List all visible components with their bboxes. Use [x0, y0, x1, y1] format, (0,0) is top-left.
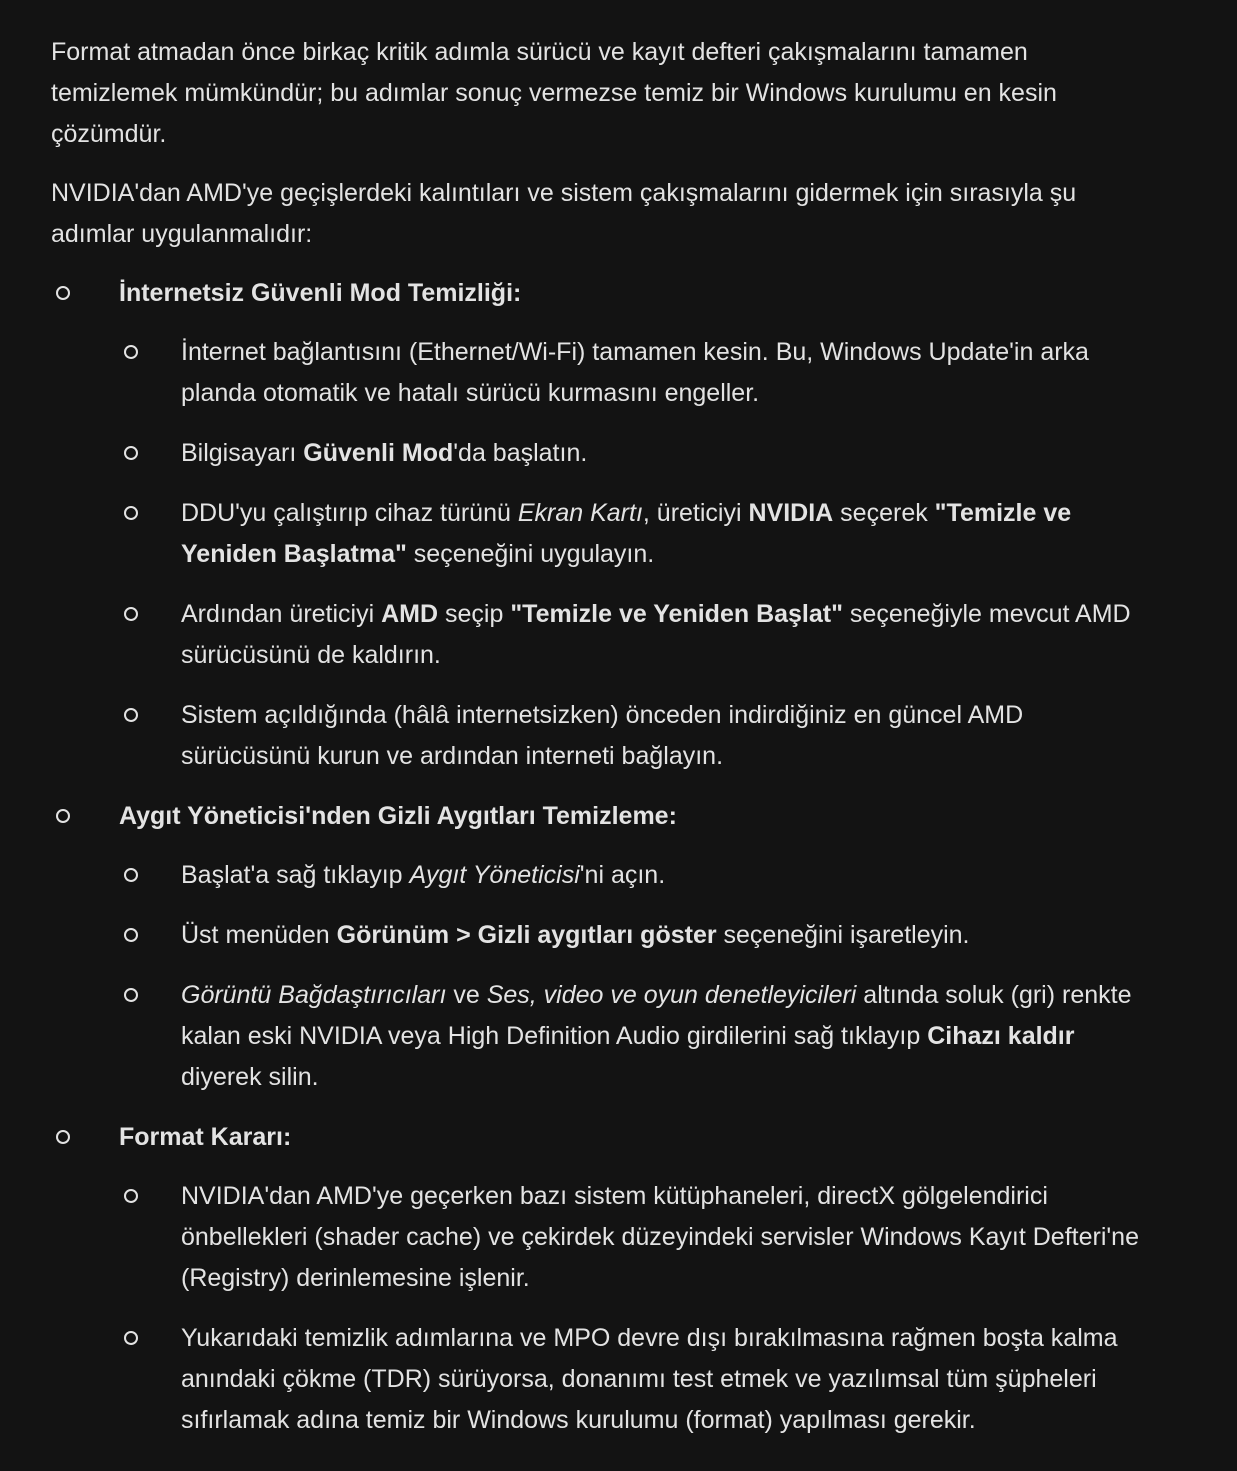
item-italic: Ekran Kartı: [517, 499, 643, 527]
list-item: [119, 695, 1157, 777]
item-text: diyerek silin.: [181, 1063, 319, 1091]
list-item: [119, 915, 1157, 956]
list-item: [119, 1176, 1157, 1299]
circle-bullet-icon: [124, 446, 138, 460]
list-item: [119, 332, 1157, 414]
item-text: İnternet bağlantısını (Ethernet/Wi-Fi) tamamen kesin. Bu, Windows Update'in arka planda otomatik ve hatalı sürücü kurmasını engeller.: [181, 338, 1089, 407]
intro-paragraph-2: NVIDIA'dan AMD'ye geçişlerdeki kalıntıları ve sistem çakışmalarını gidermek için sırasıyla şu adımlar uygulanmalıdır:: [51, 179, 1077, 248]
item-text: DDU'yu çalıştırıp cihaz türünü: [181, 499, 518, 527]
item-text: Başlat'a sağ tıklayıp: [181, 861, 410, 889]
circle-bullet-icon: [56, 286, 70, 300]
item-bold: Güvenli Mod: [303, 439, 454, 467]
item-bold: AMD: [381, 600, 439, 628]
sub-list: [119, 855, 1157, 1098]
item-text: , üreticiyi: [642, 499, 749, 527]
item-text: seçerek: [833, 499, 935, 527]
circle-bullet-icon: [124, 1189, 138, 1203]
item-text: Yukarıdaki temizlik adımlarına ve MPO devre dışı bırakılmasına rağmen boşta kalma anındaki çökme (TDR) sürüyorsa, donanımı test etmek ve yazılımsal tüm şüpheleri sıfırlamak adına temiz bir Windows kurulumu (format) yapılması gerekir.: [181, 1324, 1118, 1434]
item-text: seçeneğini işaretleyin.: [716, 921, 970, 949]
list-item: [119, 493, 1157, 575]
section-title: Aygıt Yöneticisi'nden Gizli Aygıtları Temizleme:: [119, 802, 677, 830]
item-text: Ardından üreticiyi: [181, 600, 382, 628]
section-device-manager: [51, 796, 1157, 1098]
circle-bullet-icon: [124, 708, 138, 722]
item-italic: Aygıt Yöneticisi: [409, 861, 580, 889]
item-italic: Görüntü Bağdaştırıcıları: [181, 981, 447, 1009]
item-text: 'ni açın.: [579, 861, 666, 889]
item-text: seçeneğiyle mevcut AMD sürücüsünü de kaldırın.: [181, 600, 1131, 669]
section-title: Format Kararı:: [119, 1123, 292, 1151]
item-text: seçip: [438, 600, 511, 628]
item-bold: Görünüm > Gizli aygıtları göster: [336, 921, 717, 949]
sub-list: [119, 1176, 1157, 1441]
item-bold: "Temizle ve Yeniden Başlatma": [181, 499, 1072, 568]
circle-bullet-icon: [124, 988, 138, 1002]
list-item: [119, 1318, 1157, 1441]
section-safe-mode: [51, 273, 1157, 777]
list-item: [119, 855, 1157, 896]
intro-paragraph: Format atmadan önce birkaç kritik adımla sürücü ve kayıt defteri çakışmalarını tamamen temizlemek mümkündür; bu adımlar sonuç vermezse temiz bir Windows kurulumu en kesin çözümdür.: [51, 38, 1057, 148]
section-format-decision: [51, 1117, 1157, 1441]
item-text: 'da başlatın.: [453, 439, 588, 467]
list-item: [119, 594, 1157, 676]
circle-bullet-icon: [124, 928, 138, 942]
item-text: Sistem açıldığında (hâlâ internetsizken) önceden indirdiğiniz en güncel AMD sürücüsünü kurun ve ardından interneti bağlayın.: [181, 701, 1024, 770]
item-text: Bilgisayarı: [181, 439, 304, 467]
item-text: Üst menüden: [181, 921, 337, 949]
list-item: [119, 975, 1157, 1098]
section-title: İnternetsiz Güvenli Mod Temizliği:: [119, 279, 522, 307]
circle-bullet-icon: [56, 1130, 70, 1144]
item-text: seçeneğini uygulayın.: [406, 540, 655, 568]
circle-bullet-icon: [124, 345, 138, 359]
item-bold: NVIDIA: [748, 499, 834, 527]
circle-bullet-icon: [124, 607, 138, 621]
list-item: [119, 433, 1157, 474]
circle-bullet-icon: [124, 1331, 138, 1345]
item-bold: "Temizle ve Yeniden Başlat": [510, 600, 843, 628]
circle-bullet-icon: [124, 868, 138, 882]
item-bold: Cihazı kaldır: [927, 1022, 1075, 1050]
circle-bullet-icon: [56, 809, 70, 823]
item-text: ve: [446, 981, 487, 1009]
steps-list: [51, 273, 1157, 1441]
sub-list: [119, 332, 1157, 777]
item-text: altında soluk (gri) renkte kalan eski NVIDIA veya High Definition Audio girdilerini sağ tıklayıp: [181, 981, 1132, 1050]
item-text: NVIDIA'dan AMD'ye geçerken bazı sistem kütüphaneleri, directX gölgelendirici önbellekleri (shader cache) ve çekirdek düzeyindeki servisler Windows Kayıt Defteri'ne (Registry) derinlemesine işlenir.: [181, 1182, 1139, 1292]
item-italic: Ses, video ve oyun denetleyicileri: [486, 981, 857, 1009]
circle-bullet-icon: [124, 506, 138, 520]
